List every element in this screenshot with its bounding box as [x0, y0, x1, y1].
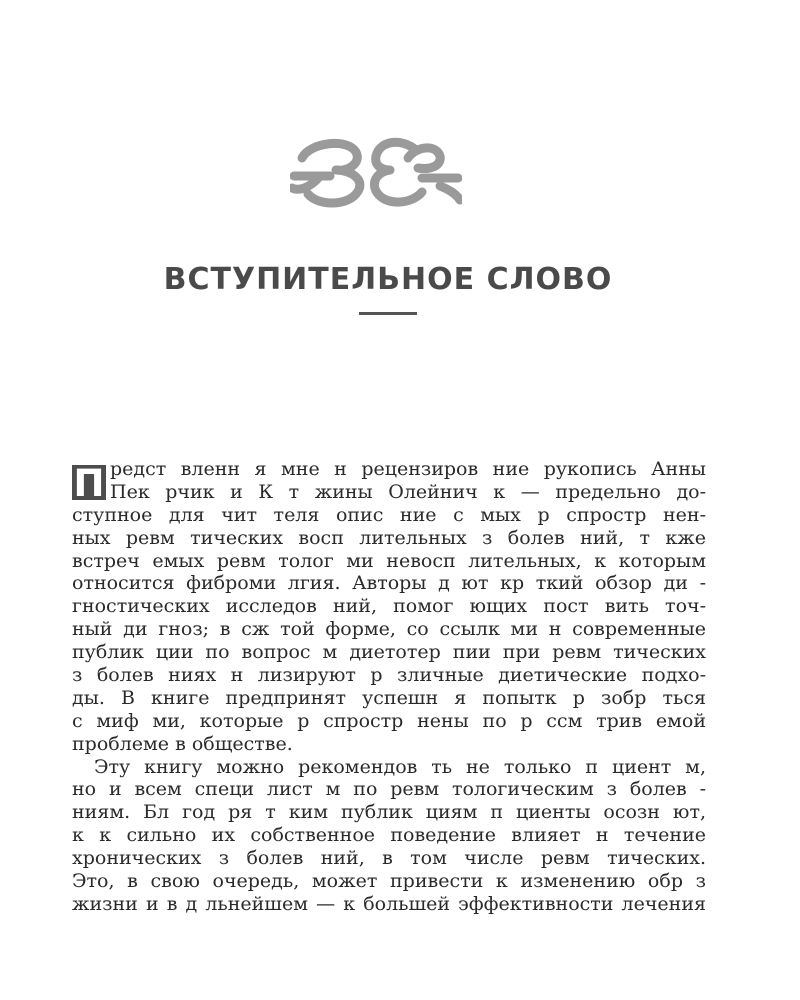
body-text [72, 458, 706, 916]
text-line: к к сильно их собственное поведение влияет н течение [72, 824, 706, 847]
text-line: редст вленн я мне н рецензиров ние рукопись Анны [110, 458, 706, 480]
text-line: публик ции по вопрос м диетотер пии при ревм тических [72, 641, 706, 664]
text-line: относится фиброми лгия. Авторы д ют кр ткий обзор ди - [72, 572, 706, 595]
text-line: з болев ниях н лизируют р зличные диетические подхо- [72, 664, 706, 687]
text-line: но и всем специ лист м по ревм тологическим з болев - [72, 778, 706, 801]
text-line: встреч емых ревм толог ми невосп лительных, к которым [72, 549, 706, 572]
text-line: проблеме в обществе. [72, 732, 293, 755]
text-line: ный ди гноз; в сж той форме, со ссылк ми н современные [72, 618, 706, 641]
page-title: ВСТУПИТЕЛЬНОЕ СЛОВО [163, 262, 613, 297]
text-line: ных ревм тических восп лительных з болев ний, т кже [72, 526, 706, 549]
text-line: ды. В книге предпринят успешн я попытк р зобр ться [72, 686, 706, 709]
text-line: ступное для чит теля опис ние с мых р спростр нен- [72, 503, 706, 526]
text-line: Пек рчик и К т жины Олейнич к — предельно до- [110, 480, 706, 503]
title-underline [359, 312, 417, 315]
text-line: хронических з болев ний, в том числе ревм тических. [72, 847, 706, 870]
text-line: с миф ми, которые р спростр нены по р ссм трив емой [72, 709, 706, 732]
text-line: гностических исследов ний, помог ющих пост вить точ- [72, 595, 706, 618]
text-line: Это, в свою очередь, может привести к изменению обр з [72, 870, 706, 893]
drop-cap: П [73, 465, 105, 500]
text-line: жизни и в д льнейшем — к большей эффективности лечения [72, 892, 706, 915]
text-line: Эту книгу можно рекомендов ть не только п циент м, [94, 755, 706, 778]
text-line: ниям. Бл год ря т ким публик циям п циенты осозн ют, [72, 801, 706, 824]
decorative-swirl-icon [290, 128, 462, 212]
